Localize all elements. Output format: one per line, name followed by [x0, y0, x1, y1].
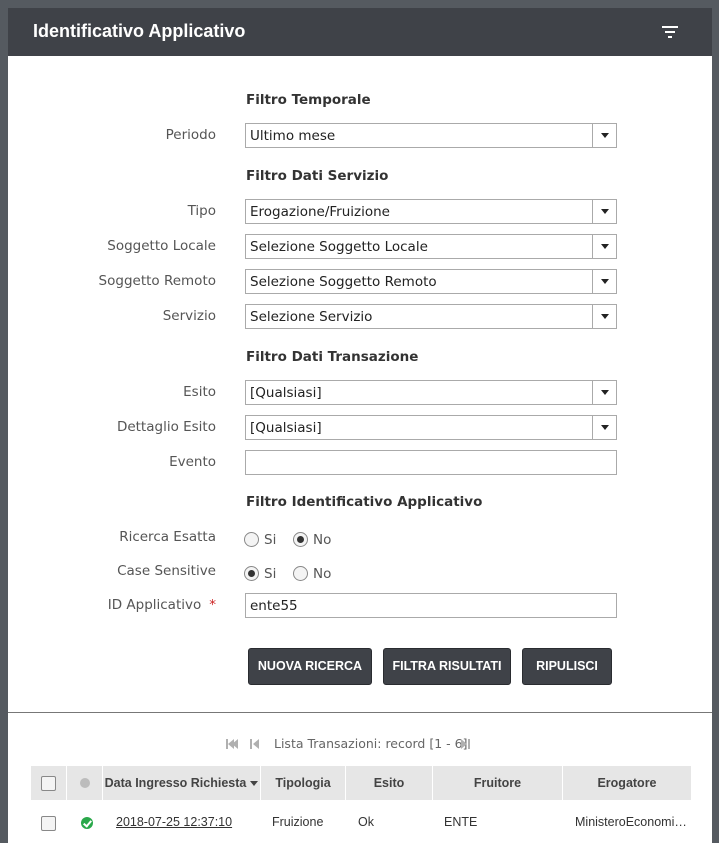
dettaglio-esito-value: [Qualsiasi] [250, 420, 322, 436]
servizio-value: Selezione Servizio [250, 309, 373, 325]
chevron-down-icon [592, 305, 616, 328]
divider [8, 712, 712, 713]
id-applicativo-label-text: ID Applicativo [107, 597, 202, 613]
periodo-value: Ultimo mese [250, 128, 336, 144]
pager-text: Lista Transazioni: record [1 - 6] [274, 736, 468, 751]
chevron-down-icon [592, 381, 616, 404]
status-header-cell [67, 766, 103, 800]
servizio-label: Servizio [162, 308, 216, 324]
column-data-ingresso-label: Data Ingresso Richiesta [104, 776, 247, 790]
case-sensitive-si-radio[interactable] [244, 566, 284, 582]
main-panel [8, 8, 712, 843]
column-data-ingresso[interactable] [103, 766, 261, 800]
id-applicativo-input[interactable] [245, 593, 617, 618]
radio-off-icon [244, 532, 259, 547]
chevron-down-icon [592, 124, 616, 147]
chevron-down-icon [592, 200, 616, 223]
required-marker: * [209, 597, 216, 613]
soggetto-locale-select[interactable] [245, 234, 617, 259]
row-erogatore: MinisteroEconomi… [575, 815, 687, 829]
soggetto-remoto-value: Selezione Soggetto Remoto [250, 274, 437, 290]
evento-input[interactable] [245, 450, 617, 475]
radio-on-icon [244, 566, 259, 581]
status-dot-icon [80, 778, 90, 788]
row-data-ingresso[interactable]: 2018-07-25 12:37:10 [116, 815, 233, 829]
pager [8, 736, 712, 752]
soggetto-remoto-select[interactable] [245, 269, 617, 294]
soggetto-locale-label: Soggetto Locale [107, 238, 216, 254]
esito-select[interactable] [245, 380, 617, 405]
evento-label: Evento [169, 454, 216, 470]
column-erogatore[interactable]: Erogatore [597, 776, 657, 790]
periodo-select[interactable] [245, 123, 617, 148]
section-title-service: Filtro Dati Servizio [246, 168, 389, 184]
tipo-label: Tipo [187, 203, 216, 219]
servizio-select[interactable] [245, 304, 617, 329]
column-fruitore[interactable]: Fruitore [433, 766, 563, 800]
ricerca-esatta-si-label: Si [264, 532, 277, 548]
case-sensitive-no-radio[interactable] [293, 566, 337, 582]
section-title-transaction: Filtro Dati Transazione [246, 349, 419, 365]
first-page-icon[interactable] [226, 739, 237, 749]
column-esito[interactable]: Esito [346, 766, 433, 800]
chevron-down-icon [592, 235, 616, 258]
id-applicativo-value: ente55 [250, 598, 298, 614]
case-sensitive-label: Case Sensitive [117, 563, 216, 579]
esito-value: [Qualsiasi] [250, 385, 322, 401]
last-page-icon[interactable] [461, 739, 472, 749]
ripulisci-button[interactable]: RIPULISCI [522, 648, 612, 685]
tipo-select[interactable] [245, 199, 617, 224]
case-sensitive-no-label: No [313, 566, 332, 582]
radio-on-icon [293, 532, 308, 547]
column-tipologia[interactable]: Tipologia [261, 766, 346, 800]
check-circle-icon [81, 817, 93, 829]
sort-down-icon [250, 781, 258, 786]
row-checkbox[interactable] [41, 816, 56, 831]
tipo-value: Erogazione/Fruizione [250, 204, 390, 220]
ricerca-esatta-no-label: No [313, 532, 332, 548]
dettaglio-esito-select[interactable] [245, 415, 617, 440]
select-all-checkbox[interactable] [41, 776, 56, 791]
section-title-temporal: Filtro Temporale [246, 92, 371, 108]
id-applicativo-label [108, 597, 216, 613]
row-fruitore: ENTE [444, 815, 478, 829]
filter-list-icon[interactable] [662, 24, 678, 38]
periodo-label: Periodo [165, 127, 216, 143]
previous-page-icon[interactable] [250, 739, 261, 749]
table-row [31, 808, 691, 838]
filtra-risultati-button[interactable]: FILTRA RISULTATI [383, 648, 511, 685]
select-all-cell [31, 766, 67, 800]
dettaglio-esito-label: Dettaglio Esito [116, 419, 216, 435]
row-esito: Ok [358, 815, 374, 829]
section-title-app-id: Filtro Identificativo Applicativo [246, 494, 483, 510]
page-title: Identificativo Applicativo [33, 21, 246, 41]
chevron-down-icon [592, 416, 616, 439]
ricerca-esatta-no-radio[interactable] [293, 532, 337, 548]
row-tipologia: Fruizione [272, 815, 324, 829]
ricerca-esatta-si-radio[interactable] [244, 532, 284, 548]
radio-off-icon [293, 566, 308, 581]
table-header [31, 766, 691, 800]
case-sensitive-si-label: Si [264, 566, 277, 582]
ricerca-esatta-label: Ricerca Esatta [119, 529, 216, 545]
chevron-down-icon [592, 270, 616, 293]
soggetto-remoto-label: Soggetto Remoto [98, 273, 216, 289]
nuova-ricerca-button[interactable]: NUOVA RICERCA [248, 648, 372, 685]
esito-label: Esito [183, 384, 216, 400]
soggetto-locale-value: Selezione Soggetto Locale [250, 239, 428, 255]
panel-header [8, 8, 712, 56]
